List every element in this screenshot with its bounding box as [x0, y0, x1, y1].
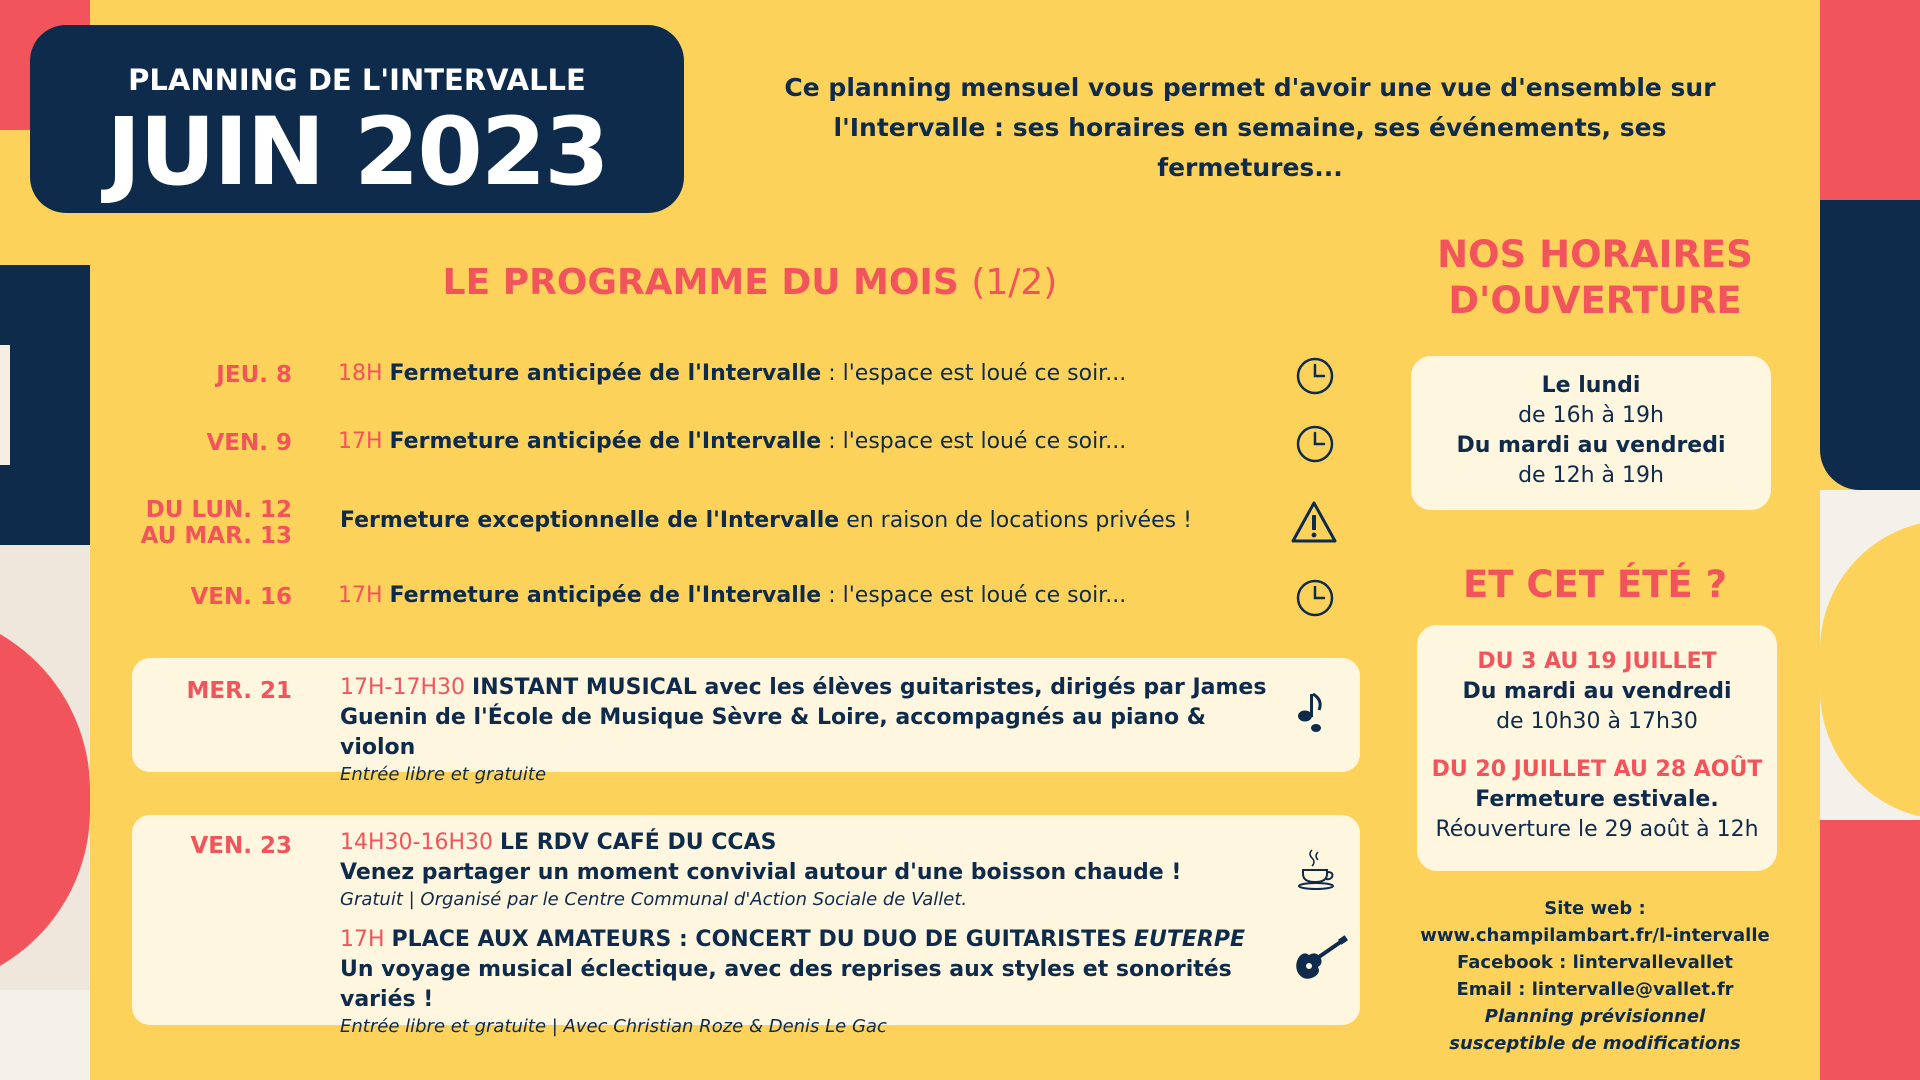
- event-date-line: AU MAR. 13: [140, 523, 292, 549]
- event-description: [340, 828, 1280, 912]
- site-link[interactable]: www.champilambart.fr/l-intervalle: [1420, 925, 1770, 946]
- event-title: LE RDV CAFÉ DU CCAS: [500, 830, 777, 855]
- event-subtitle: Venez partager un moment convivial autour d'une boisson chaude !: [340, 860, 1182, 885]
- decor-shape: [1820, 0, 1920, 230]
- hours-range: de 16h à 19h: [1518, 403, 1664, 428]
- hours-day: Le lundi: [1541, 373, 1641, 398]
- event-description: [338, 359, 1126, 389]
- clock-icon: [1295, 356, 1335, 396]
- event-description: [340, 925, 1300, 1039]
- event-title: PLACE AUX AMATEURS : CONCERT DU DUO DE GUITARISTES: [391, 927, 1127, 952]
- summer-reopen: Réouverture le 29 août à 12h: [1435, 817, 1759, 842]
- event-time: 18H: [338, 361, 383, 386]
- site-label: Site web :: [1544, 898, 1646, 919]
- event-note: Gratuit | Organisé par le Centre Communal d'Action Sociale de Vallet.: [340, 889, 968, 910]
- decor-shape: [1820, 820, 1920, 1080]
- program-title: [300, 262, 1200, 303]
- event-title: Fermeture anticipée de l'Intervalle: [389, 429, 822, 454]
- event-title: Guenin de l'École de Musique Sèvre & Loire, accompagnés au piano & violon: [340, 705, 1206, 760]
- intro-line: Ce planning mensuel vous permet d'avoir une vue d'ensemble sur: [784, 73, 1716, 102]
- event-date: VEN. 16: [190, 584, 292, 610]
- hours-title-line: NOS HORAIRES: [1437, 233, 1753, 276]
- event-date: MER. 21: [186, 678, 292, 704]
- event-date-line: DU LUN. 12: [145, 497, 292, 523]
- music-note-icon: [1295, 690, 1331, 734]
- event-time: 17H: [338, 583, 383, 608]
- event-date: VEN. 9: [206, 430, 292, 456]
- event-text: : l'espace est loué ce soir...: [821, 583, 1127, 608]
- event-note: Entrée libre et gratuite: [340, 764, 547, 785]
- event-note: Entrée libre et gratuite | Avec Christian Roze & Denis Le Gac: [340, 1016, 887, 1037]
- event-subtitle: Un voyage musical éclectique, avec des reprises aux styles et sonorités variés !: [340, 957, 1232, 1012]
- hours-title-line: D'OUVERTURE: [1448, 279, 1742, 322]
- decor-shape: [0, 345, 10, 465]
- warning-icon: [1290, 500, 1338, 544]
- clock-icon: [1295, 424, 1335, 464]
- event-text: : l'espace est loué ce soir...: [821, 429, 1127, 454]
- decor-shape: [0, 990, 90, 1080]
- hours-range: de 12h à 19h: [1518, 463, 1664, 488]
- event-date: JEU. 8: [216, 362, 292, 388]
- disclaimer: Planning prévisionnel: [1484, 1006, 1706, 1027]
- header-title: JUIN 2023: [106, 98, 608, 207]
- event-description: [340, 506, 1192, 536]
- hours-day: Du mardi au vendredi: [1456, 433, 1726, 458]
- event-title-italic: EUTERPE: [1133, 927, 1246, 952]
- program-title-part: (1/2): [971, 262, 1058, 303]
- intro-text: [740, 68, 1760, 188]
- disclaimer: susceptible de modifications: [1449, 1033, 1741, 1054]
- event-title: INSTANT MUSICAL avec les élèves guitaristes, dirigés par James: [472, 675, 1267, 700]
- summer-closure: Fermeture estivale.: [1475, 787, 1719, 812]
- event-title: Fermeture anticipée de l'Intervalle: [389, 361, 822, 386]
- decor-shape: [0, 265, 90, 545]
- event-time: 17H: [338, 429, 383, 454]
- event-text: : l'espace est loué ce soir...: [821, 361, 1127, 386]
- summer-hours: de 10h30 à 17h30: [1496, 709, 1698, 734]
- contact-block: [1395, 895, 1795, 1057]
- facebook-link[interactable]: Facebook : lintervallevallet: [1457, 952, 1733, 973]
- event-text: en raison de locations privées !: [839, 508, 1192, 533]
- event-time: 17H: [340, 927, 385, 952]
- summer-card: [1417, 625, 1777, 871]
- program-title-text: LE PROGRAMME DU MOIS: [442, 262, 959, 303]
- event-time: 14H30-16H30: [340, 830, 494, 855]
- email-link[interactable]: Email : lintervalle@vallet.fr: [1456, 979, 1734, 1000]
- header-badge: [30, 25, 684, 213]
- summer-period: DU 3 AU 19 JUILLET: [1477, 649, 1717, 674]
- decor-shape: [1820, 200, 1920, 490]
- summer-title: ET CET ÉTÉ ?: [1462, 563, 1728, 606]
- event-date: [92, 497, 292, 549]
- coffee-cup-icon: [1296, 848, 1338, 892]
- guitar-icon: [1290, 935, 1348, 983]
- summer-period: DU 20 JUILLET AU 28 AOÛT: [1431, 757, 1763, 782]
- summer-days: Du mardi au vendredi: [1462, 679, 1732, 704]
- hours-card: [1411, 356, 1771, 510]
- event-title: Fermeture anticipée de l'Intervalle: [389, 583, 822, 608]
- event-title: Fermeture exceptionnelle de l'Intervalle: [340, 508, 840, 533]
- hours-title: [1400, 232, 1790, 324]
- event-description: [340, 673, 1280, 787]
- intro-line: l'Intervalle : ses horaires en semaine, ses événements, ses fermetures...: [833, 113, 1667, 182]
- clock-icon: [1295, 578, 1335, 618]
- header-subtitle: PLANNING DE L'INTERVALLE: [128, 63, 586, 97]
- event-description: [338, 427, 1126, 457]
- event-date: VEN. 23: [190, 833, 292, 859]
- event-description: [338, 581, 1126, 611]
- event-time: 17H-17H30: [340, 675, 466, 700]
